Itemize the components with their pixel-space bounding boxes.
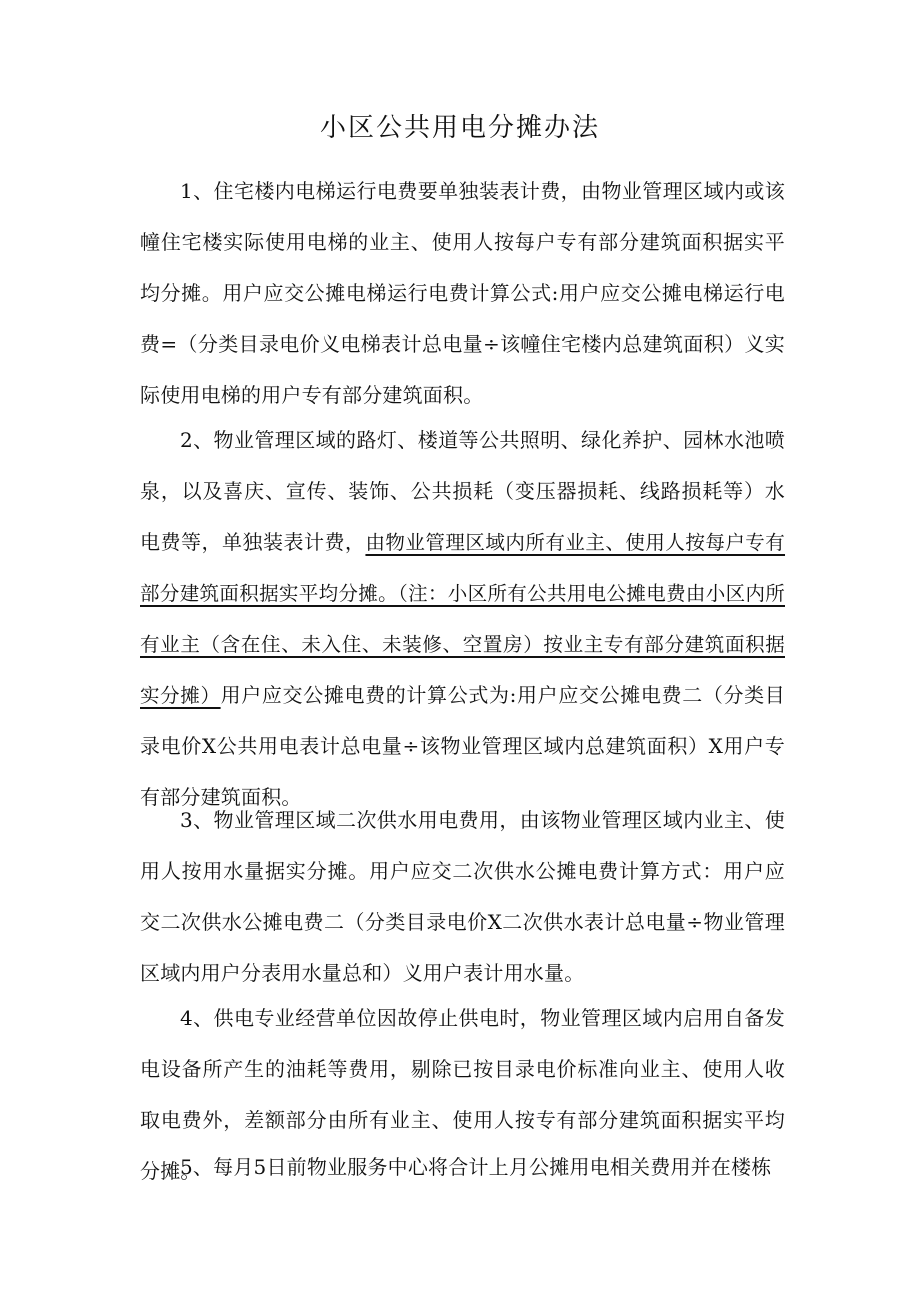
paragraph-4-text: 4、供电专业经营单位因故停止供电时，物业管理区域内启用自备发电设备所产生的油耗等费用，剔除已按目录电价标准向业主、使用人收取电费外，差额部分由所有业主、使用人按专有部分建筑面积据实平均分摊。 [140, 1006, 785, 1183]
paragraph-3 [140, 795, 785, 999]
paragraph-2-text-end: 用户应交公摊电费的计算公式为:用户应交公摊电费二（分类目录电价X公共用电表计总电量÷该物业管理区域内总建筑面积）X用户专有部分建筑面积。 [140, 683, 785, 809]
document-title: 小区公共用电分摊办法 [319, 113, 600, 143]
paragraph-5 [140, 1142, 785, 1193]
paragraph-2-text-start: 2、物业管理区域的路灯、楼道等公共照明、绿化养护、园林水池喷泉，以及喜庆、宣传、装饰、公共损耗（变压器损耗、线路损耗等）水电费等，单独装表计费， [140, 428, 785, 554]
paragraph-5-text: 5、每月5日前物业服务中心将合计上月公摊用电相关费用并在楼栋 [180, 1155, 772, 1179]
paragraph-1 [140, 166, 785, 421]
paragraph-1-text: 1、住宅楼内电梯运行电费要单独装表计费，由物业管理区域内或该幢住宅楼实际使用电梯的业主、使用人按每户专有部分建筑面积据实平均分摊。用户应交公摊电梯运行电费计算公式:用户应交公摊电梯运行电费=（分类目录电价义电梯表计总电量÷该幢住宅楼内总建筑面积）义实际使用电梯的用户专有部分建筑面积。 [140, 179, 785, 407]
paragraph-2-underlined-text: 由物业管理区域内所有业主、使用人按每户专有部分建筑面积据实平均分摊。（注：小区所有公共用电公摊电费由小区内所有业主（含在住、未入住、未装修、空置房）按业主专有部分建筑面积据实分摊） [140, 531, 786, 707]
paragraph-2 [140, 415, 785, 823]
paragraph-3-text: 3、物业管理区域二次供水用电费用，由该物业管理区域内业主、使用人按用水量据实分摊。用户应交二次供水公摊电费计算方式：用户应交二次供水公摊电费二（分类目录电价X二次供水表计总电量÷物业管理区域内用户分表用水量总和）义用户表计用水量。 [140, 808, 785, 985]
